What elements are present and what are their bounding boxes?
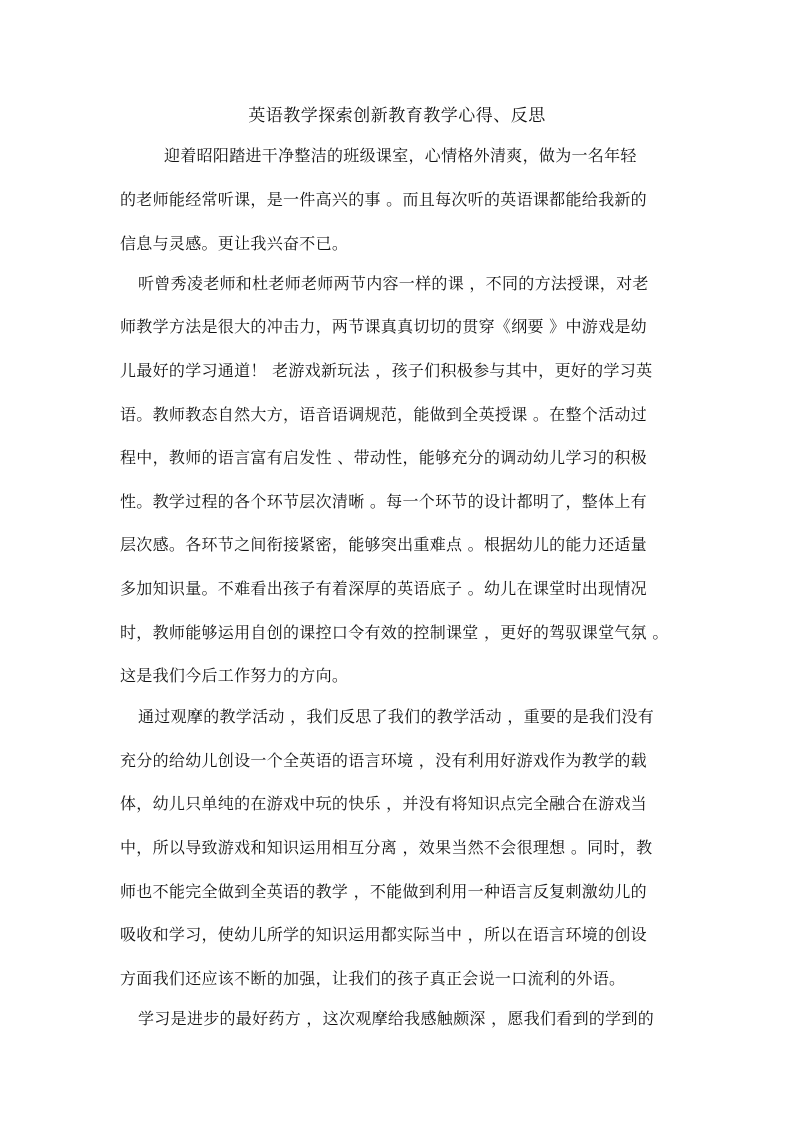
text-line: 学习是进步的最好药方 ，这次观摩给我感触颇深 ，愿我们看到的学到的 [138,1009,655,1028]
text-line: 方面我们还应该不断的加强，让我们的孩子真正会说一口流利的外语。 [120,969,626,988]
text-line: 多加知识量。不难看出孩子有着深厚的英语底子 。幼儿在课堂时出现情况 [120,579,647,598]
text-line: 儿最好的学习通道！ 老游戏新玩法 ，孩子们积极参与其中，更好的学习英 [120,361,653,380]
text-line: 充分的给幼儿创设一个全英语的语言环境 ，没有利用好游戏作为教学的载 [120,751,647,770]
text-line: 程中，教师的语言富有启发性 、带动性，能够充分的调动幼儿学习的积极 [120,448,647,467]
text-line: 性。教学过程的各个环节层次清晰 。每一个环节的设计都明了，整体上有 [120,492,647,511]
text-line: 听曾秀凌老师和杜老师老师两节内容一样的课 ，不同的方法授课，对老 [138,274,649,293]
text-line: 通过观摩的教学活动 ，我们反思了我们的教学活动 ，重要的是我们没有 [138,707,655,726]
text-line: 中，所以导致游戏和知识运用相互分离 ，效果当然不会很理想 。同时，教 [120,838,653,857]
text-line: 时，教师能够运用自创的课控口令有效的控制课堂 ，更好的驾驭课堂气氛 。 [120,623,669,642]
text-line: 信息与灵感。更让我兴奋不已。 [120,234,349,253]
text-line: 语。教师教态自然大方，语音语调规范，能做到全英授课 。在整个活动过 [120,405,647,424]
text-line: 层次感。各环节之间衔接紧密，能够突出重难点 。根据幼儿的能力还适量 [120,535,647,554]
text-line: 这是我们今后工作努力的方向。 [120,666,349,685]
text-line: 师也不能完全做到全英语的教学 ，不能做到利用一种语言反复刺激幼儿的 [120,882,647,901]
document-title: 英语教学探索创新教育教学心得、反思 [248,106,546,126]
text-line: 体，幼儿只单纯的在游戏中玩的快乐 ，并没有将知识点完全融合在游戏当 [120,794,647,813]
text-line: 的老师能经常听课，是一件高兴的事 。而且每次听的英语课都能给我新的 [120,190,647,209]
text-line: 迎着昭阳踏进干净整洁的班级课室，心情格外清爽，做为一名年轻 [164,146,637,165]
text-line: 师教学方法是很大的冲击力，两节课真真切切的贯穿《纲要 》中游戏是幼 [120,317,647,336]
text-line: 吸收和学习，使幼儿所学的知识运用都实际当中 ，所以在语言环境的创设 [120,925,647,944]
